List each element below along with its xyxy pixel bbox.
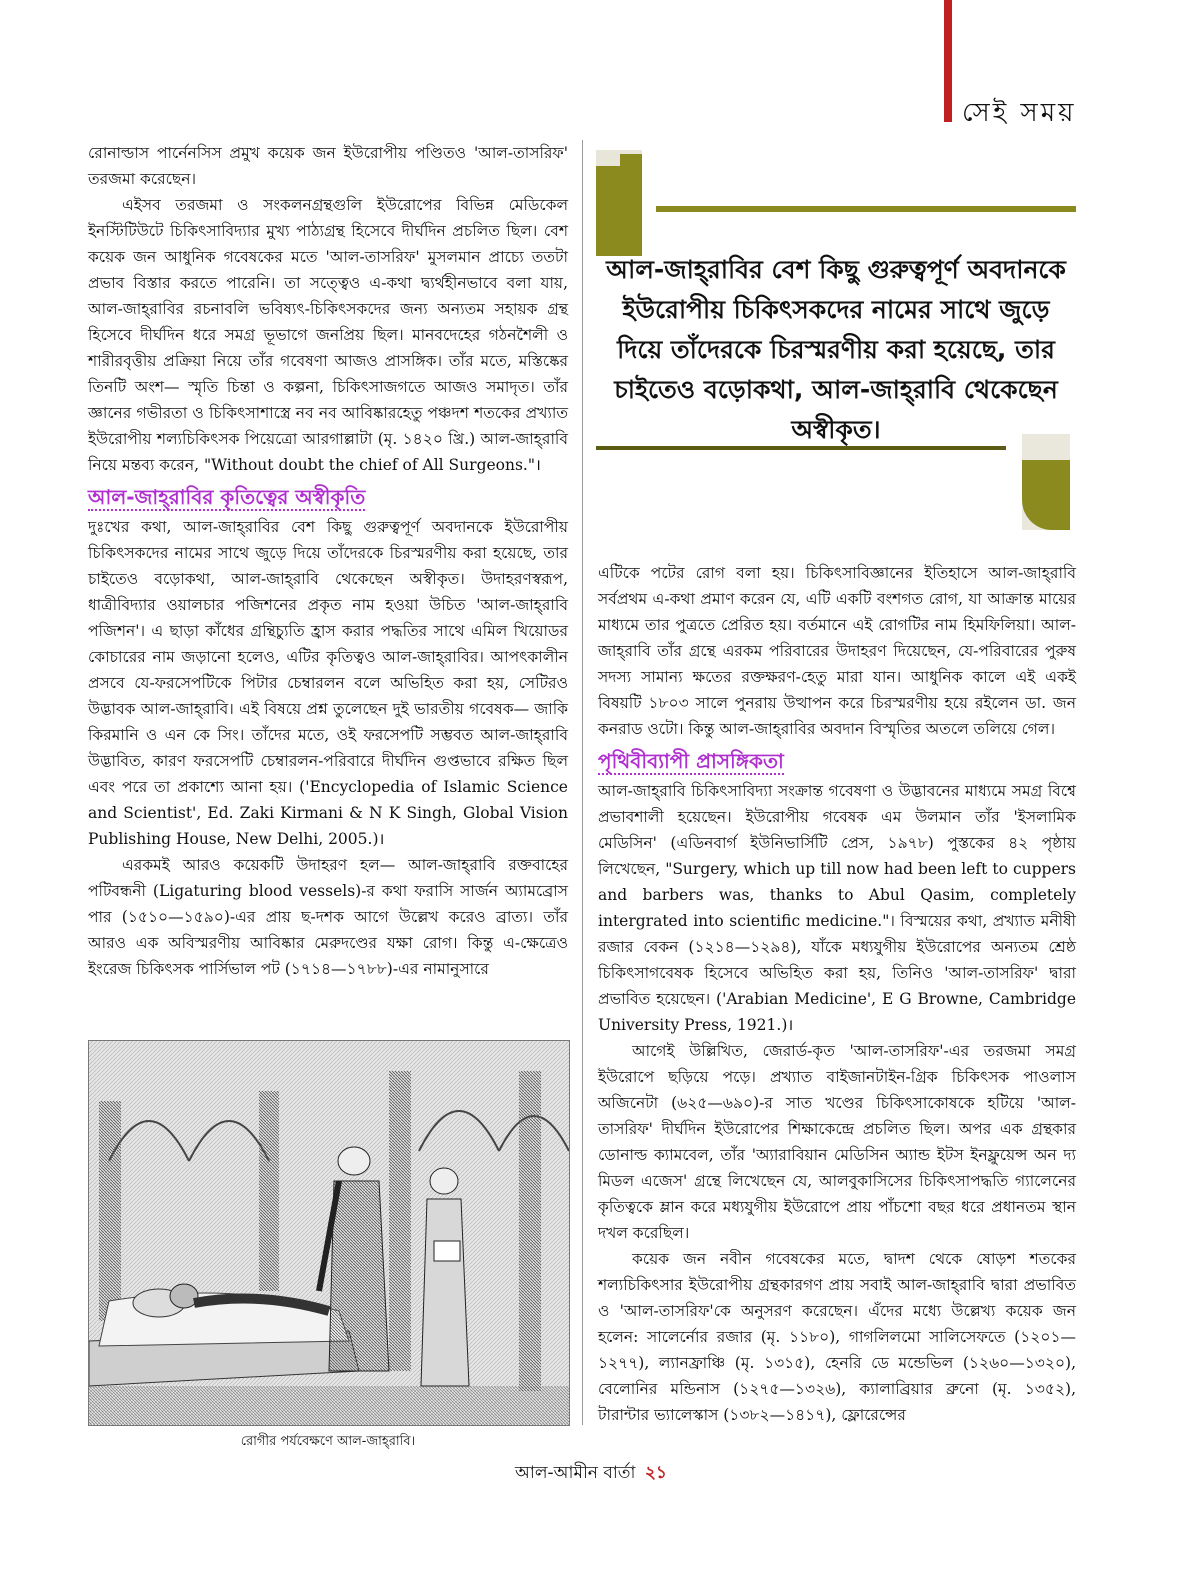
right-paragraph-1: এটিকে পটের রোগ বলা হয়। চিকিৎসাবিজ্ঞানের ইতিহাসে আল-জাহ্‌রাবি সর্বপ্রথম এ-কথা প্রমাণ করেন যে, এটি একটি বংশগত রোগ, যা আক্রান্ত মায়ের মাধ্যমে তার পুত্রতে প্রেরিত হয়। বর্তমানে এই রোগটির নাম হিমফিলিয়া। আল-জাহ্‌রাবি তাঁর গ্রন্থে এরকম পরিবারের উদাহরণ দিয়েছেন, যে-পরিবারের পুরুষ সদস্য সামান্য ক্ষতের রক্তক্ষরণ-হেতু মারা যান। আধুনিক কালে এই একই বিষয়টি ১৮০৩ সালে পুনরায় উত্থাপন করে চিরস্মরণীয় হয়ে রইলেন ডা. জন কনরাড ওটো। কিন্তু আল-জাহ্‌রাবির অবদান বিস্মৃতির অতলে তলিয়ে গেল। bbox=[598, 564, 1076, 738]
section-heading-1 bbox=[88, 484, 568, 510]
section-heading-2-text: পৃথিবীব্যাপী প্রাসঙ্গিকতা bbox=[598, 749, 784, 773]
pull-quote-bottom-rule bbox=[596, 446, 1006, 450]
close-quote-icon bbox=[1022, 460, 1070, 530]
section-heading-1-text: আল-জাহ্‌রাবির কৃতিত্বের অস্বীকৃতি bbox=[88, 485, 366, 509]
magazine-name: আল-আমীন বার্তা bbox=[515, 1463, 636, 1483]
section-name: সেই সময় bbox=[962, 98, 1077, 128]
right-paragraph-2: আল-জাহ্‌রাবি চিকিৎসাবিদ্যা সংক্রান্ত গবেষণা ও উদ্ভাবনের মাধ্যমে সমগ্র বিশ্বে প্রভাবশালী হয়েছেন। ইউরোপীয় গবেষক এম উলমান তাঁর 'ইসলামিক মেডিসিন' (এডিনবার্গ ইউনিভার্সিটি প্রেস, ১৯৭৮) পুস্তকের ৪২ পৃষ্ঠায় লিখেছেন, "Surgery, which up till now had been left to cuppers and barbers was, thanks to Abul Qasim, completely intergrated into scientific medicine."। বিস্ময়ের কথা, প্রখ্যাত মনীষী রজার বেকন (১২১৪—১২৯৪), যাঁকে মধ্যযুগীয় ইউরোপের অন্যতম শ্রেষ্ঠ চিকিৎসাগবেষক হিসেবে অভিহিত করা হয়, তিনিও 'আল-তাসরিফ' দ্বারা প্রভাবিত হয়েছেন। ('Arabian Medicine', E G Browne, Cambridge University Press, 1921.)। bbox=[598, 782, 1076, 1034]
engraving-image bbox=[89, 1041, 569, 1425]
pull-quote-top-rule bbox=[656, 206, 1076, 212]
section-marker-bar bbox=[944, 0, 952, 122]
illustration-caption: রোগীর পর্যবেক্ষণে আল-জাহ্‌রাবি। bbox=[240, 1434, 416, 1449]
right-paragraph-3: আগেই উল্লিখিত, জেরার্ড-কৃত 'আল-তাসরিফ'-এর তরজমা সমগ্র ইউরোপে ছড়িয়ে পড়ে। প্রখ্যাত বাইজানটাইন-গ্রিক চিকিৎসক পাওলাস অজিনেটা (৬২৫—৬৯০)-র সাত খণ্ডের চিকিৎসাকোষকে হটিয়ে 'আল-তাসরিফ' দীর্ঘদিন ইউরোপের শিক্ষাকেন্দ্রে প্রচলিত ছিল। অপর এক গ্রন্থকার ডোনাল্ড ক্যামবেল, তাঁর 'অ্যারাবিয়ান মেডিসিন অ্যান্ড ইটস ইনফ্লুয়েন্স অন দ্য মিডল এজেস' গ্রন্থে লিখেছেন যে, আলবুকাসিসের চিকিৎসাপদ্ধতি গ্যালেনের কৃতিত্বকে ম্লান করে মধ্যযুগীয় ইউরোপে প্রায় পাঁচশো বছর ধরে প্রধানতম স্থান দখল করেছিল। bbox=[598, 1042, 1076, 1242]
section-heading-2 bbox=[598, 748, 1076, 774]
right-column bbox=[598, 560, 1076, 1428]
left-paragraph-4: এরকমই আরও কয়েকটি উদাহরণ হল— আল-জাহ্‌রাবি রক্তবাহের পটিবন্ধনী (Ligaturing blood vessels)-র কথা ফরাসি সার্জন অ্যামব্রোস পার (১৫১০—১৫৯০)-এর প্রায় ছ-দশক আগে উল্লেখ করেও ব্রাত্য। তাঁর আরও এক অবিস্মরণীয় আবিষ্কার মেরুদণ্ডের যক্ষা রোগ। কিন্তু এ-ক্ষেত্রেও ইংরেজ চিকিৎসক পার্সিভাল পট (১৭১৪—১৭৮৮)-এর নামানুসারে bbox=[88, 856, 568, 978]
left-column bbox=[88, 140, 568, 982]
engraving-illustration bbox=[88, 1040, 570, 1426]
page-number: ২১ bbox=[644, 1463, 667, 1483]
left-paragraph-3: দুঃখের কথা, আল-জাহ্‌রাবির বেশ কিছু গুরুত্বপূর্ণ অবদানকে ইউরোপীয় চিকিৎসকদের নামের সাথে জুড়ে দিয়ে তাঁদেরকে চিরস্মরণীয় করা হয়েছে, তার চাইতেও বড়োকথা, আল-জাহ্‌রাবি থেকেছেন অস্বীকৃত। উদাহরণস্বরূপ, ধাত্রীবিদ্যার ওয়ালচার পজিশনের প্রকৃত নাম হওয়া উচিত 'আল-জাহ্‌রাবি পজিশন'। এ ছাড়া কাঁধের গ্রন্থিচ্যুতি হ্রাস করার পদ্ধতির সাথে এমিল খিয়োডর কোচারের নাম জড়ানো হলেও, এটির কৃতিত্বও আল-জাহ্‌রাবির। আপৎকালীন প্রসবে যে-ফরসেপটিকে পিটার চেম্বারলন বলে অভিহিত করা হয়, সেটিরও উদ্ভাবক আল-জাহ্‌রাবি। এই বিষয়ে প্রশ্ন তুলেছেন দুই ভারতীয় গবেষক— জাকি কিরমানি ও এন কে সিং। তাঁদের মতে, ওই ফরসেপটি সম্ভবত আল-জাহ্‌রাবি উদ্ভাবিত, কারণ ফরসেপটি চেম্বারলন-পরিবারে দীর্ঘদিন গুপ্তভাবে রক্ষিত ছিল এবং পরে তা প্রকাশ্যে আনা হয়। ('Encyclopedia of Islamic Science and Scientist', Ed. Zaki Kirmani & N K Singh, Global Vision Publishing House, New Delhi, 2005.)। bbox=[88, 518, 568, 848]
right-paragraph-4: কয়েক জন নবীন গবেষকের মতে, দ্বাদশ থেকে ষোড়শ শতকের শল্যচিকিৎসার ইউরোপীয় গ্রন্থকারগণ প্রায় সবাই আল-জাহ্‌রাবি দ্বারা প্রভাবিত ও 'আল-তাসরিফ'কে অনুসরণ করেছেন। এঁদের মধ্যে উল্লেখ্য কয়েক জন হলেন: সালের্নোর রজার (মৃ. ১১৮০), গাগলিলমো সালিসেফতে (১২০১—১২৭৭), ল্যানফ্রাঞ্চি (মৃ. ১৩১৫), হেনরি ডে মন্ডেভিল (১২৬০—১৩২০), বেলোনির মন্ডিনাস (১২৭৫—১৩২৬), ক্যালাব্রিয়ার ব্রুনো (মৃ. ১৩৫২), টারান্টার ভ্যালেস্কাস (১৩৮২—১৪১৭), ফ্লোরেন্সের bbox=[598, 1250, 1076, 1424]
page-footer bbox=[0, 1460, 1182, 1488]
pull-quote-text: আল-জাহ্‌রাবির বেশ কিছু গুরুত্বপূর্ণ অবদানকে ইউরোপীয় চিকিৎসকদের নামের সাথে জুড়ে দিয়ে তাঁদেরকে চিরস্মরণীয় করা হয়েছে, তার চাইতেও বড়োকথা, আল-জাহ্‌রাবি থেকেছেন অস্বীকৃত। bbox=[606, 255, 1066, 444]
open-quote-icon bbox=[596, 166, 642, 256]
left-paragraph-1: রোনাল্ডাস পার্নেনসিস প্রমুখ কয়েক জন ইউরোপীয় পণ্ডিতও 'আল-তাসরিফ' তরজমা করেছেন। bbox=[88, 144, 568, 188]
left-paragraph-2: এইসব তরজমা ও সংকলনগ্রন্থগুলি ইউরোপের বিভিন্ন মেডিকেল ইনস্টিটিউটে চিকিৎসাবিদ্যার মুখ্য পাঠ্যগ্রন্থ হিসেবে দীর্ঘদিন প্রচলিত ছিল। বেশ কয়েক জন আধুনিক গবেষকের মতে 'আল-তাসরিফ' মুসলমান প্রাচ্যে ততটা প্রভাব বিস্তার করতে পারেনি। তা সত্ত্বেও এ-কথা দ্ব্যর্থহীনভাবে বলা যায়, আল-জাহ্‌রাবির রচনাবলি ভবিষ্যৎ-চিকিৎসকদের জন্য অন্যতম সহায়ক গ্রন্থ হিসেবে দীর্ঘদিন ধরে সমগ্র ভূভাগে জনপ্রিয় ছিল। মানবদেহের গঠনশৈলী ও শারীরবৃত্তীয় প্রক্রিয়া নিয়ে তাঁর গবেষণা আজও প্রাসঙ্গিক। তাঁর মতে, মস্তিষ্কের তিনটি অংশ— স্মৃতি চিন্তা ও কল্পনা, চিকিৎসাজগতে আজও সমাদৃত। তাঁর জ্ঞানের গভীরতা ও চিকিৎসাশাস্ত্রে নব নব আবিষ্কারহেতু পঞ্চদশ শতকের প্রখ্যাত ইউরোপীয় শল্যচিকিৎসক পিয়েত্রো আরগাল্লাটা (মৃ. ১৪২০ খ্রি.) আল-জাহ্‌রাবি নিয়ে মন্তব্য করেন, "Without doubt the chief of All Surgeons."। bbox=[88, 196, 568, 474]
column-divider bbox=[582, 140, 583, 1425]
pull-quote bbox=[596, 150, 1076, 530]
